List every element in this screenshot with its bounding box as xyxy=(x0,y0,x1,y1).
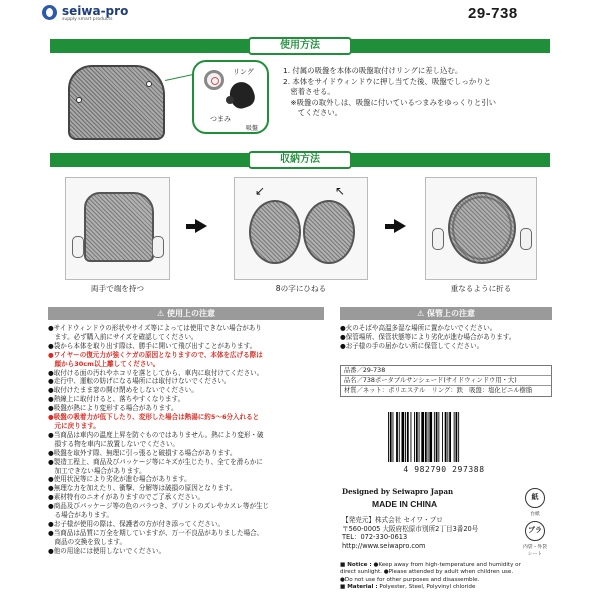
designed-by: Designed by Seiwapro Japan xyxy=(342,487,454,496)
spec-row: 品番／29-738 xyxy=(341,366,551,376)
notice-text: ●Do not use for other purposes and disassemble. xyxy=(340,576,480,583)
list-item: ●使用状況等により劣化が進む場合があります。 xyxy=(48,475,191,484)
caution-storage-heading xyxy=(340,307,552,320)
twisted-loop-illustration xyxy=(303,200,355,264)
barcode-bar xyxy=(429,412,432,462)
label-ring: リング xyxy=(233,68,254,76)
list-item: ●保管場所、保管状態等により劣化が進む場合があります。 xyxy=(340,332,516,341)
barcode-bar xyxy=(438,412,439,462)
paper-recycle-icon: 紙 xyxy=(525,488,545,508)
arrow-right-icon xyxy=(195,219,207,233)
brand-logo-icon xyxy=(42,5,57,20)
barcode-bar xyxy=(402,412,405,462)
barcode-bar xyxy=(434,412,435,462)
label-knob: つまみ xyxy=(210,115,231,123)
caution-storage-title: 保管上の注意 xyxy=(426,309,475,318)
storage-step-3-panel xyxy=(425,177,537,280)
hand-icon xyxy=(72,236,84,258)
list-item: ●吸盤の吸着力が低下したり、変形した場合は熱湯に約5～6分入れると xyxy=(48,413,260,422)
warning-icon: ⚠ xyxy=(417,309,425,318)
list-item: 加工できない場合があります。 xyxy=(48,466,146,475)
storage-step-2-panel xyxy=(234,177,368,280)
list-item: ●熱線上に取付けると、落ちやすくなります。 xyxy=(48,395,185,404)
list-item: ●吸盤が熱により変形する場合があります。 xyxy=(48,404,178,413)
plastic-recycle-label: 内袋・外袋 シート xyxy=(523,545,547,557)
label-suction: 吸盤 xyxy=(246,125,259,132)
list-item: ●素材特有のニオイがありますのでご了承ください。 xyxy=(48,493,204,502)
list-item: ます。必ず購入前にサイズを確認してください。 xyxy=(48,332,198,341)
barcode-bar xyxy=(405,412,406,462)
barcode-bar xyxy=(458,412,459,462)
list-item: ●製造工程上、商品及びパッケージ等にキズが生じたり、全てを滑らかに xyxy=(48,457,263,466)
list-item: 損する物を車内に放置しないでください。 xyxy=(48,439,179,448)
list-item: ●袋から本体を取り出す際は、勝手に開いて飛び出すことがあります。 xyxy=(48,341,257,350)
barcode-bar xyxy=(407,412,409,462)
list-item: 顔から30cm以上離してください。 xyxy=(48,359,160,368)
barcode-bar xyxy=(396,412,398,462)
list-item: ●ワイヤーの復元力が強くケガの原因となりますので、本体を広げる際は xyxy=(48,350,263,359)
list-item: ●当商品は車内の温度上昇を防ぐものではありません。熱により変形・破 xyxy=(48,430,264,439)
made-in: MADE IN CHINA xyxy=(372,499,438,509)
list-item: ●無理な力を加えたり、衝撃、分解等は破損の原因となります。 xyxy=(48,484,237,493)
barcode xyxy=(386,412,498,462)
seller-tel: TEL：072-330-0613 xyxy=(342,533,408,542)
barcode-bar xyxy=(425,412,427,462)
material-text: Polyester, Steel, Polyvinyl chloride xyxy=(379,583,476,590)
sunshade-illustration xyxy=(84,192,154,262)
barcode-bar xyxy=(436,412,438,462)
list-item: ●走行中、運転の妨げになる場所には取付けないでください。 xyxy=(48,377,231,386)
list-item: ●吸盤を取外す際、無理に引っ張ると破損する場合があります。 xyxy=(48,448,237,457)
barcode-bar xyxy=(456,412,458,462)
seller-address: 〒560-0005 大阪府松原市別所2丁目3番20号 xyxy=(342,524,479,533)
barcode-bar xyxy=(390,412,392,462)
zoom-callout-line xyxy=(165,74,195,81)
storage-caption-1: 両手で端を持つ xyxy=(90,284,145,293)
caution-use-heading xyxy=(48,307,324,320)
hand-icon xyxy=(520,228,532,250)
hand-icon xyxy=(152,236,164,258)
brand-name: seiwa-pro xyxy=(62,4,129,18)
usage-instructions xyxy=(283,66,563,119)
ring-icon xyxy=(204,70,224,90)
barcode-bar xyxy=(454,412,455,462)
rotate-arrow-icon: ↖ xyxy=(335,184,346,198)
twisted-loop-illustration xyxy=(249,200,301,264)
spec-row: 品名／738ポータブルサンシェード(サイドウィンドウ用・大) xyxy=(341,376,551,386)
rotate-arrow-icon: ↙ xyxy=(255,184,266,198)
spec-row: 材質／ネット：ポリエステル リング：鉄 吸盤：塩化ビニル樹脂 xyxy=(344,387,533,394)
suction-cup-icon xyxy=(146,81,152,87)
notice-label: ■ Notice : xyxy=(340,562,372,568)
barcode-bar xyxy=(411,412,412,462)
suction-cup-icon xyxy=(76,97,82,103)
storage-caption-2: 8の字にひねる xyxy=(275,284,327,293)
seller-info xyxy=(342,516,517,550)
caution-storage-list xyxy=(340,324,555,351)
barcode-bar xyxy=(442,412,443,462)
caution-use-list xyxy=(48,324,330,556)
english-notes xyxy=(340,562,555,591)
usage-step: 2. 本体をサイドウィンドウに押し当てた後、吸盤でしっかりと xyxy=(283,76,491,86)
barcode-bar xyxy=(421,412,424,462)
folded-shade-illustration xyxy=(452,196,512,260)
barcode-bar xyxy=(414,412,415,462)
storage-banner-title: 収納方法 xyxy=(248,151,352,169)
knob-icon xyxy=(226,96,234,104)
storage-caption-3: 重なるように折る xyxy=(450,284,512,293)
brand-tagline: supply smart products xyxy=(62,17,113,22)
plastic-recycle-icon: プラ xyxy=(525,521,545,541)
seller-url: http://www.seiwapro.com xyxy=(342,541,426,550)
seller-company: 株式会社 セイワ・プロ xyxy=(374,516,443,524)
barcode-bar xyxy=(445,412,447,462)
list-item: ●他の用途には使用しないでください。 xyxy=(48,546,166,555)
barcode-bar xyxy=(428,412,429,462)
list-item: ●当商品は品質に万全を期していますが、万一不良品がありました場合、 xyxy=(48,528,264,537)
barcode-bar xyxy=(416,412,418,462)
list-item: ●お子様の手の届かない所に保管してください。 xyxy=(340,341,484,350)
spec-table xyxy=(340,365,552,397)
list-item: ●火のそばや高温多湿な場所に置かないでください。 xyxy=(340,324,497,332)
barcode-number: 4 982790 297388 xyxy=(403,465,485,474)
list-item: ●取付ける面の汚れやホコリを落としてから、車内に取付けてください。 xyxy=(48,368,264,377)
barcode-bar xyxy=(447,412,448,462)
list-item: ●お子様が使用の際は、保護者の方が付き添ってください。 xyxy=(48,519,224,528)
barcode-bar xyxy=(393,412,394,462)
usage-step: てください。 xyxy=(283,108,343,117)
notice-text: direct sunlight. ●Please attended by adult when children use. xyxy=(340,569,514,576)
warning-icon: ⚠ xyxy=(157,309,165,318)
usage-step: ※吸盤の取外しは、吸盤に付いているつまみをゆっくりと引い xyxy=(283,97,496,107)
usage-banner-title: 使用方法 xyxy=(248,37,352,55)
seller-label: 【発売元】 xyxy=(342,516,375,524)
hand-icon xyxy=(432,228,444,250)
barcode-bar xyxy=(399,412,400,462)
material-label: ■ Material : xyxy=(340,583,378,590)
list-item: 商品の交換を致します。 xyxy=(48,537,127,546)
barcode-bar xyxy=(449,412,451,462)
list-item: ●サイドウィンドウの形状やサイズ等によっては使用できない場合があり xyxy=(48,324,262,332)
list-item: ●商品及びパッケージ等の色のバラつき、プリントのズレやカスレ等が生じ xyxy=(48,502,270,511)
paper-recycle-label: 台紙 xyxy=(530,512,540,517)
caution-use-title: 使用上の注意 xyxy=(166,309,215,318)
list-item: 元に戻ります。 xyxy=(48,421,100,430)
product-code: 29-738 xyxy=(468,5,518,22)
sunshade-illustration xyxy=(68,65,165,140)
barcode-bar xyxy=(388,412,389,462)
usage-step: 1. 付属の吸盤を本体の吸盤取付けリングに差し込む。 xyxy=(283,66,463,75)
list-item: ●取付けたまま窓の開け閉めをしないでください。 xyxy=(48,386,198,395)
usage-step: 密着させる。 xyxy=(283,87,335,96)
arrow-right-icon xyxy=(394,219,406,233)
notice-text: ●Keep away from high-temperature and humidity or xyxy=(373,562,521,568)
storage-step-1-panel xyxy=(65,177,170,280)
barcode-bar xyxy=(419,412,420,462)
list-item: る場合があります。 xyxy=(48,511,113,520)
